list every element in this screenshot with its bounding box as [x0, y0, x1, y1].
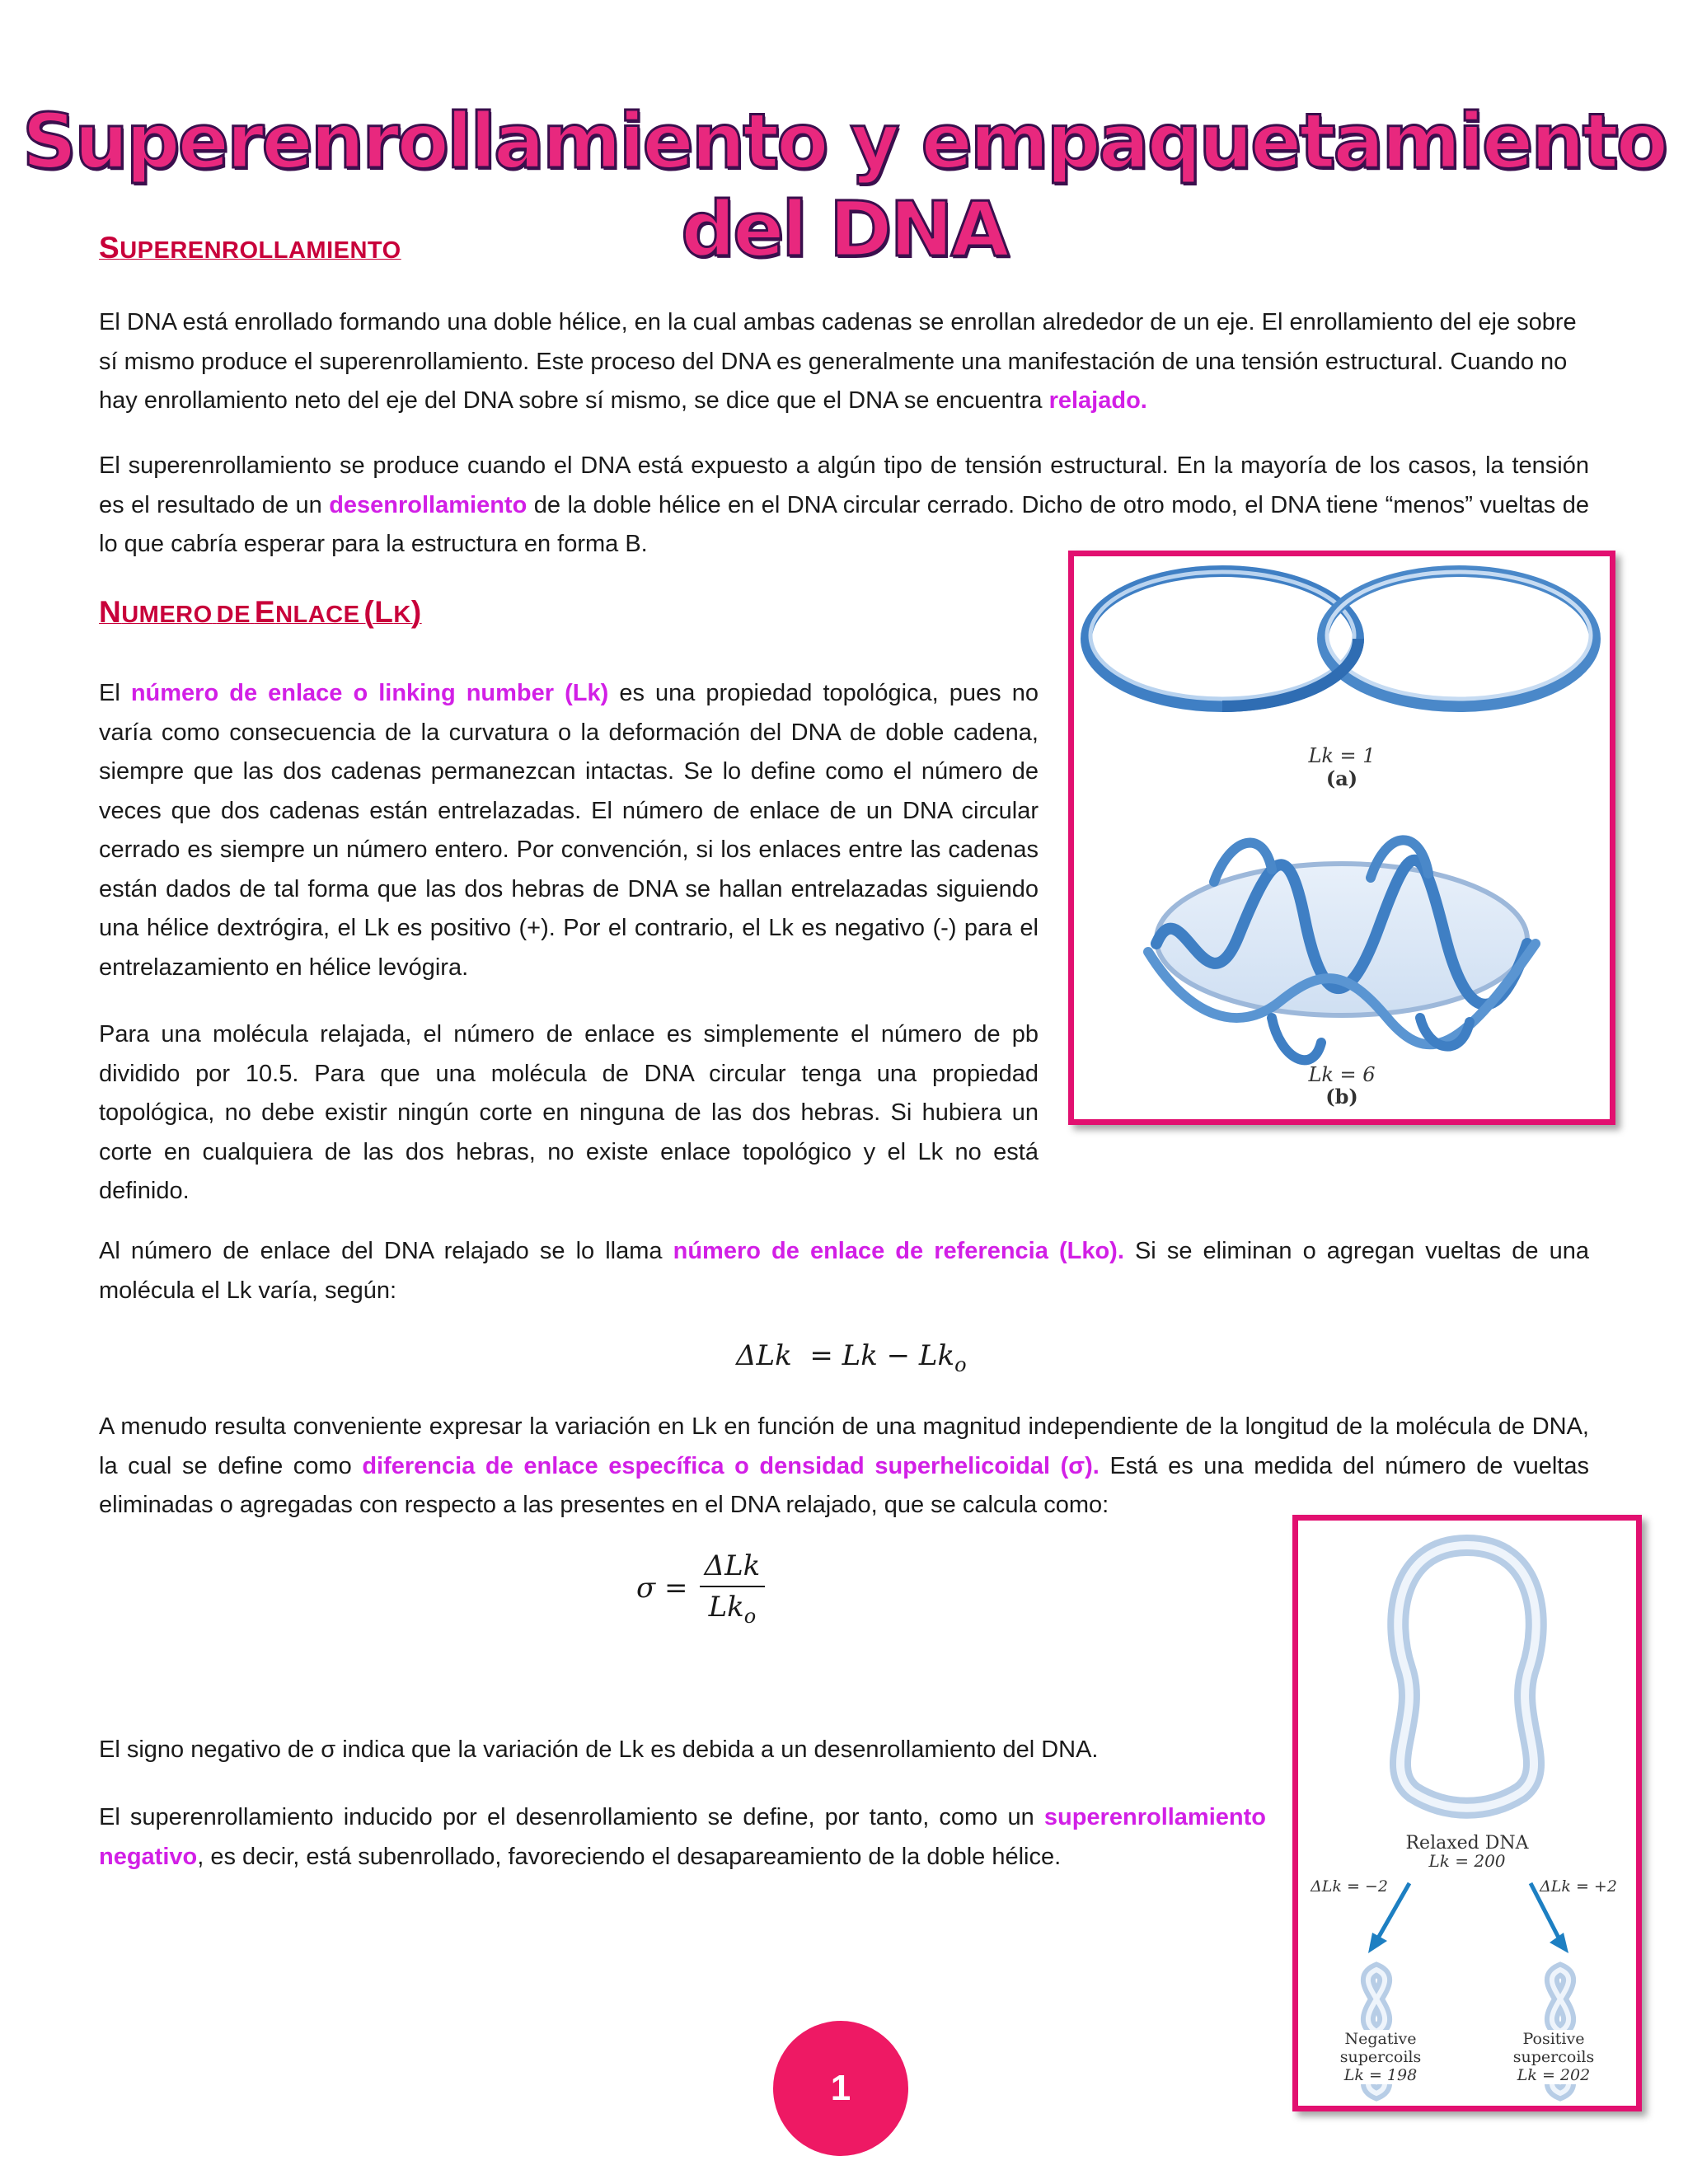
relaxed-lk-label: Lk = 200 — [1428, 1851, 1506, 1871]
paragraph-4 — [99, 1015, 1039, 1212]
heading-nlace: NLACE — [275, 602, 360, 628]
paragraph-8-text-a: El superenrollamiento inducido por el desenrollamiento se define, por tanto, como un — [99, 1804, 1044, 1830]
delta-neg-label: ΔLk = −2 — [1311, 1877, 1388, 1896]
figure-b-label: (b) — [1325, 1085, 1358, 1108]
formula-delta-lk — [736, 1339, 967, 1376]
helical-disc-graphic — [1148, 840, 1536, 1060]
positive-supercoils-caption — [1471, 2030, 1636, 2084]
heading-initial: S — [99, 231, 120, 265]
figure-linking-number-drawing — [1074, 556, 1610, 1119]
heading-umero: UMERO — [121, 602, 213, 628]
paragraph-2-text-a: El superenrollamiento se produce cuando el DNA está expuesto a algún tipo de tensión estructural. En la mayoría de los casos, la tensión es el resultado de un — [99, 452, 1589, 518]
paragraph-4-text: Para una molécula relajada, el número de enlace es simplemente el número de pb dividido por 10.5. Para que una molécula de DNA circular tenga una propiedad topológica, no debe existir ningún corte en ninguna de las dos hebras. Si hubiera un corte en cualquiera de las dos hebras, no existe enlace topológico y el Lk no está definido. — [99, 1021, 1039, 1204]
paragraph-5 — [99, 1232, 1589, 1310]
paragraph-5-text-b: Si se eliminan o agregan vueltas de una molécula el Lk varía, según: — [99, 1238, 1589, 1304]
delta-pos-label: ΔLk = +2 — [1540, 1877, 1617, 1896]
positive-caption-lk: Lk = 202 — [1517, 2066, 1591, 2084]
linked-rings-graphic — [1086, 571, 1595, 706]
highlight-relajado: relajado. — [1048, 387, 1147, 414]
paragraph-2-text-b: de la doble hélice en el DNA circular cerrado. Dicho de otro modo, el DNA tiene “menos” vueltas de lo que cabría esperar para la estructura en forma B. — [99, 491, 1589, 557]
formula-delta-lk-main: ΔLk = Lk − Lk — [736, 1339, 955, 1372]
heading-open-paren: (L — [363, 595, 394, 629]
highlight-desenrollamiento: desenrollamiento — [329, 491, 528, 518]
paragraph-5-text-a: Al número de enlace del DNA relajado se lo llama — [99, 1238, 673, 1264]
formula-sigma-numerator: ΔLk — [700, 1549, 766, 1587]
relaxed-dna-label: Relaxed DNA — [1405, 1833, 1529, 1854]
section-heading-numero-de-enlace — [99, 595, 422, 630]
highlight-linking-number: número de enlace o linking number (Lk) — [130, 680, 609, 706]
negative-supercoils-caption — [1298, 2030, 1463, 2084]
formula-sigma-denominator-text: Lk — [708, 1591, 744, 1624]
paragraph-1 — [99, 303, 1591, 421]
negative-caption-line2: supercoils — [1339, 2048, 1422, 2066]
figure-a-lk-label: Lk = 1 — [1308, 744, 1376, 767]
paragraph-1-text: El DNA está enrollado formando una doble hélice, en la cual ambas cadenas se enrollan alrededor de un eje. El enrollamiento del eje sobre sí mismo produce el superenrollamiento. Este proceso del DNA es generalmente una manifestación de una tensión estructural. Cuando no hay enrollamiento neto del eje del DNA sobre sí mismo, se dice que el DNA se encuentra — [99, 309, 1577, 414]
figure-supercoils-drawing — [1298, 1521, 1636, 2106]
positive-caption-line1: Positive — [1522, 2030, 1585, 2048]
paragraph-6-text-b: Está es una medida del número de vueltas eliminadas o agregadas con respecto a las presentes en el DNA relajado, que se calcula como: — [99, 1452, 1589, 1518]
section-heading-superenrollamiento — [99, 231, 401, 265]
paragraph-8 — [99, 1798, 1266, 1877]
heading-k: K — [393, 602, 411, 628]
negative-caption-line1: Negative — [1344, 2030, 1417, 2048]
paragraph-2 — [99, 447, 1589, 565]
figure-a-label: (a) — [1325, 766, 1358, 790]
figure-supercoils — [1292, 1515, 1642, 2111]
formula-sigma — [636, 1549, 765, 1628]
paragraph-7 — [99, 1731, 1253, 1770]
formula-sigma-lhs: σ = — [636, 1572, 688, 1605]
highlight-lko: número de enlace de referencia (Lko). — [673, 1238, 1124, 1264]
paragraph-3 — [99, 674, 1039, 987]
relaxed-dna-loop — [1398, 1545, 1536, 1808]
paragraph-8-text-b: , es decir, está subenrollado, favoreciendo el desapareamiento de la doble hélice. — [197, 1843, 1062, 1870]
highlight-densidad-superhelicoidal: diferencia de enlace específica o densidad superhelicoidal (σ). — [362, 1452, 1100, 1479]
heading-de: DE — [216, 602, 251, 628]
paragraph-7-text: El signo negativo de σ indica que la variación de Lk es debida a un desenrollamiento del DNA. — [99, 1736, 1099, 1763]
heading-initial-n: N — [99, 595, 122, 629]
formula-sigma-denominator-subscript: o — [743, 1604, 757, 1628]
paragraph-3-text-a: El — [99, 680, 131, 706]
figure-linking-number — [1068, 551, 1615, 1125]
formula-delta-lk-subscript: o — [954, 1352, 967, 1376]
formula-sigma-denominator — [709, 1587, 757, 1628]
paragraph-3-text-b: es una propiedad topológica, pues no varía como consecuencia de la curvatura o la deformación del DNA de doble cadena, siempre que las dos cadenas permanezcan intactas. Se lo define como el número de veces que dos cadenas están entrelazadas. El número de enlace de un DNA circular cerrado es siempre un número entero. Por convención, si los enlaces entre las cadenas están dados de tal forma que las dos hebras de DNA se hallan entrelazadas siguiendo una hélice dextrógira, el Lk es positivo (+). Por el contrario, el Lk es negativo (-) para el entrelazamiento en hélice levógira. — [99, 680, 1039, 981]
highlight-superenrollamiento-negativo: superenrollamiento negativo — [99, 1804, 1266, 1870]
formula-sigma-fraction — [700, 1549, 766, 1628]
figure-b-lk-label: Lk = 6 — [1308, 1063, 1376, 1086]
negative-caption-lk: Lk = 198 — [1343, 2066, 1418, 2084]
paragraph-6-text-a: A menudo resulta conveniente expresar la variación en Lk en función de una magnitud independiente de la longitud de la molécula de DNA, la cual se define como — [99, 1413, 1589, 1479]
heading-rest: UPERENROLLAMIENTO — [120, 237, 401, 264]
heading-close-paren: ) — [410, 595, 422, 629]
page-title: Superenrollamiento y empaquetamiento del DNA — [22, 97, 1666, 274]
page-number-badge: 1 — [773, 2021, 908, 2156]
positive-caption-line2: supercoils — [1512, 2048, 1595, 2066]
heading-initial-e: E — [254, 595, 276, 629]
paragraph-6 — [99, 1408, 1589, 1526]
